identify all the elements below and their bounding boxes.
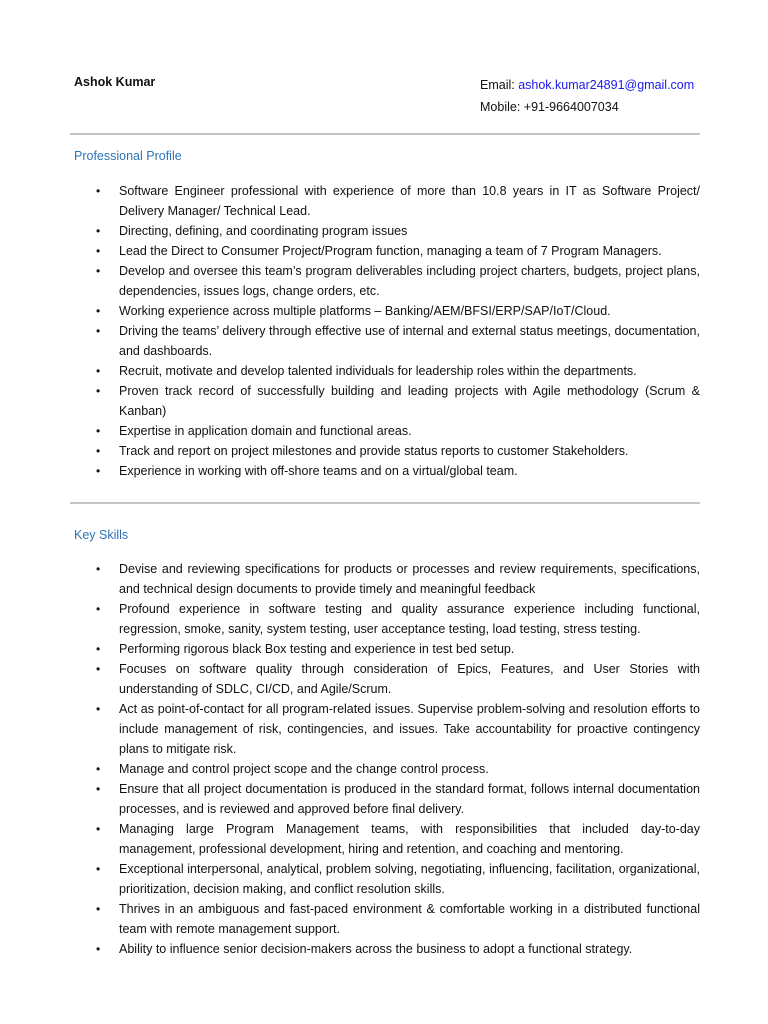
key-skills-list: [74, 559, 700, 959]
list-item-text: Exceptional interpersonal, analytical, problem solving, negotiating, influencing, facilitation, organizational, prioritization, decision making, and conflict resolution skills.: [119, 862, 700, 896]
bullet-icon: •: [96, 942, 101, 956]
list-item-text: Manage and control project scope and the change control process.: [119, 762, 489, 776]
list-item: [74, 899, 700, 939]
professional-profile-list: [74, 181, 700, 481]
bullet-icon: •: [96, 244, 101, 258]
professional-profile-heading: Professional Profile: [74, 149, 182, 163]
bullet-icon: •: [96, 762, 101, 776]
list-item-text: Working experience across multiple platforms – Banking/AEM/BFSI/ERP/SAP/IoT/Cloud.: [119, 304, 611, 318]
email-label: Email:: [480, 78, 519, 92]
list-item-text: Performing rigorous black Box testing and experience in test bed setup.: [119, 642, 515, 656]
bullet-icon: •: [96, 324, 101, 338]
bullet-icon: •: [96, 364, 101, 378]
email-line: [480, 74, 694, 96]
list-item: [74, 759, 700, 779]
list-item-text: Ability to influence senior decision-makers across the business to adopt a functional strategy.: [119, 942, 633, 956]
bullet-icon: •: [96, 662, 101, 676]
bullet-icon: •: [96, 384, 101, 398]
list-item-text: Profound experience in software testing and quality assurance experience including functional, regression, smoke, sanity, system testing, user acceptance testing, load testing, stress testing.: [119, 602, 700, 636]
list-item-text: Proven track record of successfully building and leading projects with Agile methodology (Scrum & Kanban): [119, 384, 700, 418]
candidate-name: Ashok Kumar: [74, 75, 156, 89]
mobile-line: Mobile: +91-9664007034: [480, 100, 619, 114]
list-item-text: Software Engineer professional with experience of more than 10.8 years in IT as Software Project/ Delivery Manager/ Technical Lead.: [119, 184, 700, 218]
bullet-icon: •: [96, 264, 101, 278]
list-item: [74, 321, 700, 361]
list-item: [74, 461, 700, 481]
contact-block: [480, 74, 694, 118]
bullet-icon: •: [96, 562, 101, 576]
bullet-icon: •: [96, 304, 101, 318]
list-item: [74, 599, 700, 639]
list-item: [74, 181, 700, 221]
bullet-icon: •: [96, 424, 101, 438]
list-item: [74, 699, 700, 759]
list-item-text: Expertise in application domain and functional areas.: [119, 424, 412, 438]
bullet-icon: •: [96, 822, 101, 836]
list-item-text: Directing, defining, and coordinating program issues: [119, 224, 408, 238]
bullet-icon: •: [96, 702, 101, 716]
email-link[interactable]: ashok.kumar24891@gmail.com: [518, 78, 695, 92]
bullet-icon: •: [96, 464, 101, 478]
key-skills-heading: Key Skills: [74, 528, 129, 542]
list-item: [74, 381, 700, 421]
bullet-icon: •: [96, 444, 101, 458]
list-item: [74, 421, 700, 441]
section-divider: [70, 133, 700, 135]
section-divider: [70, 502, 700, 504]
list-item-text: Driving the teams’ delivery through effective use of internal and external status meetings, documentation, and dashboards.: [119, 324, 700, 358]
list-item-text: Develop and oversee this team’s program deliverables including project charters, budgets, project plans, dependencies, issues logs, change orders, etc.: [119, 264, 700, 298]
list-item-text: Thrives in an ambiguous and fast-paced environment & comfortable working in a distributed functional team with remote management support.: [119, 902, 700, 936]
list-item-text: Act as point-of-contact for all program-related issues. Supervise problem-solving and resolution efforts to include management of risk, contingencies, and issues. Take accountability for proactive contingency plans to mitigate risk.: [119, 702, 700, 756]
list-item: [74, 659, 700, 699]
bullet-icon: •: [96, 602, 101, 616]
bullet-icon: •: [96, 862, 101, 876]
list-item: [74, 559, 700, 599]
list-item: [74, 779, 700, 819]
bullet-icon: •: [96, 224, 101, 238]
list-item-text: Devise and reviewing specifications for products or processes and review requirements, specifications, and technical design documents to provide timely and meaningful feedback: [119, 562, 700, 596]
list-item-text: Experience in working with off-shore teams and on a virtual/global team.: [119, 464, 518, 478]
list-item: [74, 819, 700, 859]
list-item-text: Focuses on software quality through consideration of Epics, Features, and User Stories with understanding of SDLC, CI/CD, and Agile/Scrum.: [119, 662, 700, 696]
bullet-icon: •: [96, 184, 101, 198]
list-item: [74, 939, 700, 959]
list-item-text: Recruit, motivate and develop talented individuals for leadership roles within the departments.: [119, 364, 637, 378]
list-item-text: Managing large Program Management teams, with responsibilities that included day-to-day management, professional development, hiring and retention, and coaching and mentoring.: [119, 822, 700, 856]
bullet-icon: •: [96, 642, 101, 656]
list-item-text: Ensure that all project documentation is produced in the standard format, follows internal documentation processes, and is reviewed and approved before final delivery.: [119, 782, 700, 816]
list-item: [74, 261, 700, 301]
list-item: [74, 639, 700, 659]
list-item: [74, 441, 700, 461]
list-item-text: Lead the Direct to Consumer Project/Program function, managing a team of 7 Program Managers.: [119, 244, 662, 258]
list-item-text: Track and report on project milestones and provide status reports to customer Stakeholders.: [119, 444, 629, 458]
list-item: [74, 221, 700, 241]
bullet-icon: •: [96, 902, 101, 916]
list-item: [74, 859, 700, 899]
list-item: [74, 241, 700, 261]
list-item: [74, 301, 700, 321]
list-item: [74, 361, 700, 381]
bullet-icon: •: [96, 782, 101, 796]
